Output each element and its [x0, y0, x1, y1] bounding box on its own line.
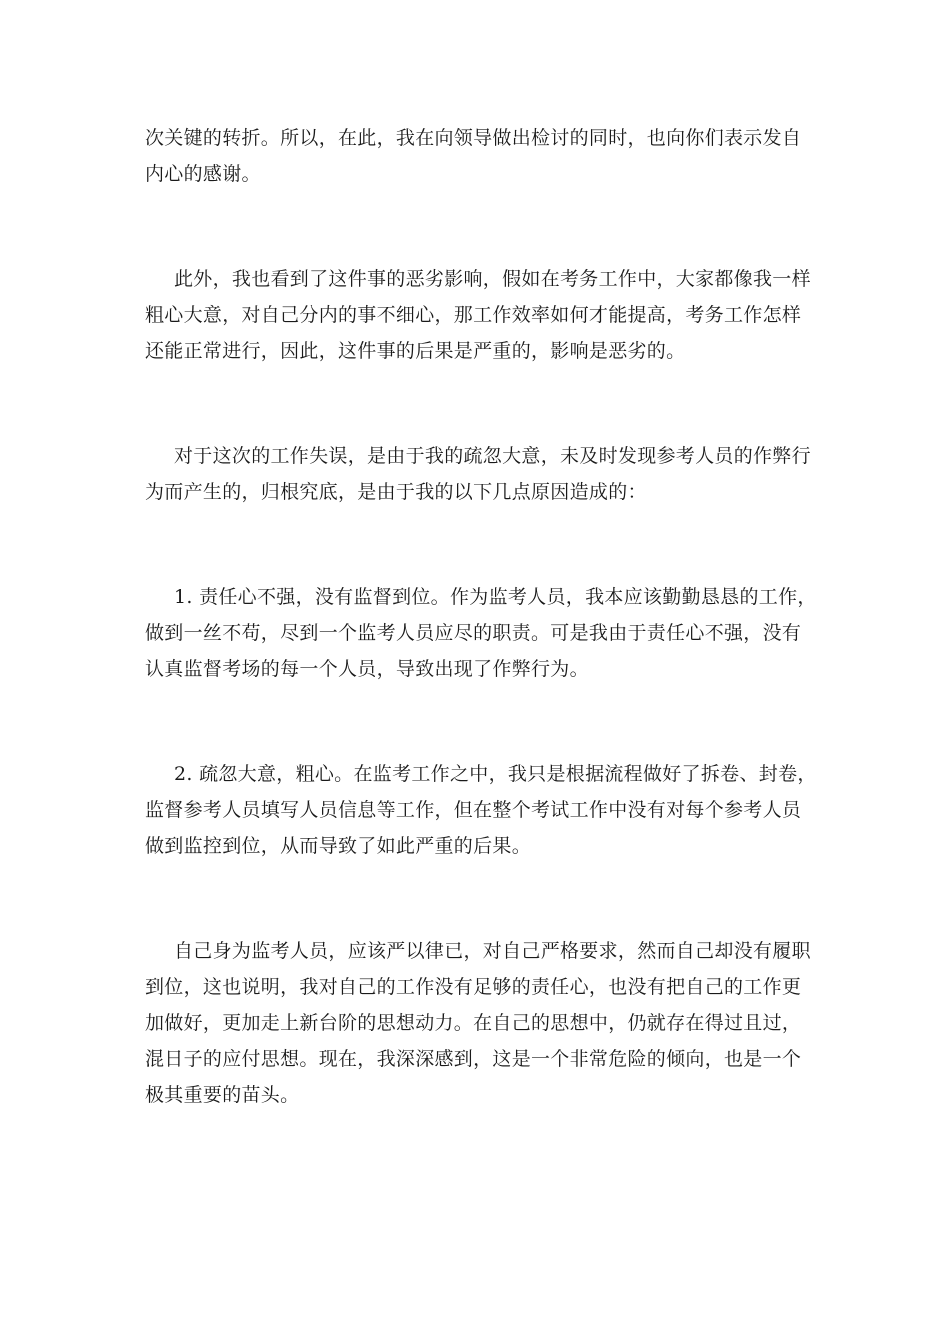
paragraph-line: 认真监督考场的每一个人员，导致出现了作弊行为。	[145, 658, 589, 680]
paragraph-line: 此外，我也看到了这件事的恶劣影响，假如在考务工作中，大家都像我一样	[174, 268, 811, 290]
paragraph-line: 粗心大意，对自己分内的事不细心，那工作效率如何才能提高，考务工作怎样	[145, 304, 802, 326]
paragraph-line: 次关键的转折。所以，在此，我在向领导做出检讨的同时，也向你们表示发自	[145, 127, 802, 149]
paragraph-line: 自己身为监考人员，应该严以律已，对自己严格要求，然而自己却没有履职	[174, 940, 811, 962]
paragraph-line: 2. 疏忽大意，粗心。在监考工作之中，我只是根据流程做好了拆卷、封卷，	[174, 763, 817, 785]
paragraph-line: 1. 责任心不强，没有监督到位。作为监考人员，我本应该勤勤恳恳的工作，	[174, 586, 817, 608]
paragraph-line: 加做好，更加走上新台阶的思想动力。在自己的思想中，仍就存在得过且过，	[145, 1012, 802, 1034]
paragraph-line: 极其重要的苗头。	[145, 1084, 300, 1106]
paragraph-line: 到位，这也说明，我对自己的工作没有足够的责任心，也没有把自己的工作更	[145, 976, 802, 998]
paragraph-line: 还能正常进行，因此，这件事的后果是严重的，影响是恶劣的。	[145, 340, 686, 362]
paragraph-line: 对于这次的工作失误，是由于我的疏忽大意，未及时发现参考人员的作弊行	[174, 445, 811, 467]
paragraph-line: 混日子的应付思想。现在，我深深感到，这是一个非常危险的倾向，也是一个	[145, 1048, 802, 1070]
paragraph-line: 做到监控到位，从而导致了如此严重的后果。	[145, 835, 532, 857]
paragraph-line: 监督参考人员填写人员信息等工作，但在整个考试工作中没有对每个参考人员	[145, 799, 802, 821]
paragraph-line: 为而产生的，归根究底，是由于我的以下几点原因造成的：	[145, 481, 647, 503]
paragraph-line: 做到一丝不苟，尽到一个监考人员应尽的职责。可是我由于责任心不强，没有	[145, 622, 802, 644]
paragraph-line: 内心的感谢。	[145, 163, 261, 185]
